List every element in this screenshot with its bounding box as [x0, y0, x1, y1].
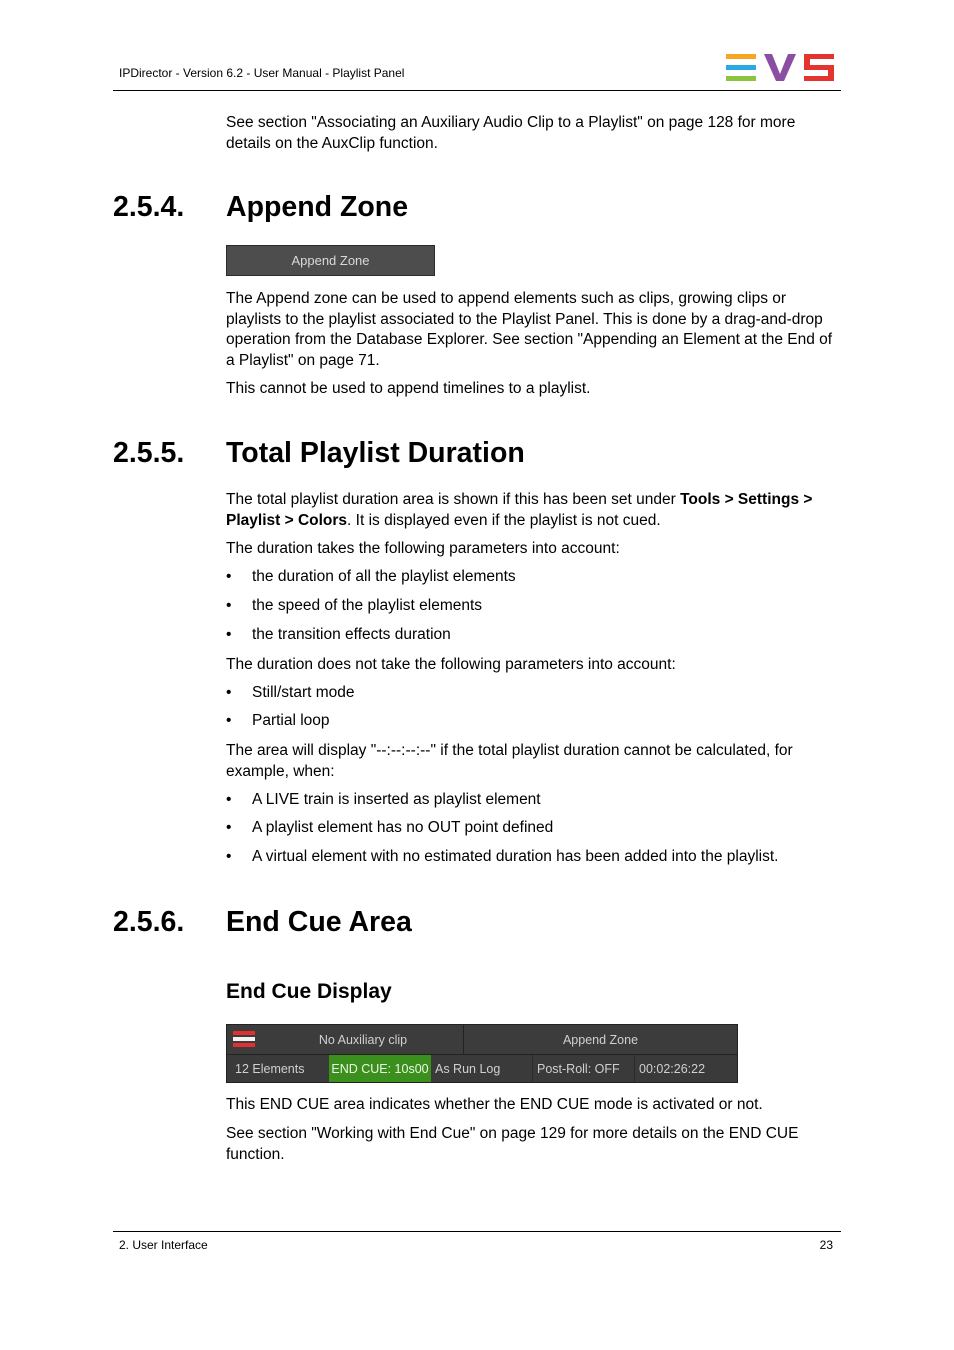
duration-paragraph-4: The area will display "--:--:--:--" if the total playlist duration cannot be calculated, for example, when:	[226, 742, 793, 780]
append-paragraph-2: This cannot be used to append timelines to a playlist.	[226, 380, 591, 397]
section-number: 2.5.5.	[113, 437, 185, 469]
list-item: A playlist element has no OUT point defined	[252, 819, 554, 836]
list-item: A virtual element with no estimated duration has been added into the playlist.	[252, 848, 779, 865]
section-title: End Cue Area	[226, 906, 412, 938]
document-header-title: IPDirector - Version 6.2 - User Manual - Playlist Panel	[119, 66, 405, 80]
duration-paragraph-3: The duration does not take the following parameters into account:	[226, 656, 676, 673]
footer-divider	[113, 1231, 841, 1232]
page-number: 23	[819, 1238, 833, 1252]
evs-logo	[726, 54, 834, 82]
section-title: Append Zone	[226, 191, 409, 223]
list-item: the duration of all the playlist elements	[252, 568, 516, 585]
header-divider	[113, 90, 841, 91]
endcue-paragraph-1: This END CUE area indicates whether the END CUE mode is activated or not.	[226, 1096, 763, 1113]
total-duration: 00:02:26:22	[639, 1061, 706, 1076]
list-item: Still/start mode	[252, 684, 355, 701]
end-cue-button[interactable]: END CUE: 10s00	[329, 1055, 431, 1082]
bullet: •	[226, 791, 232, 808]
list-item: A LIVE train is inserted as playlist element	[252, 791, 541, 808]
section-number: 2.5.4.	[113, 191, 185, 223]
bullet: •	[226, 626, 232, 643]
duration-paragraph-2: The duration takes the following parameters into account:	[226, 540, 620, 557]
intro-paragraph: See section "Associating an Auxiliary Audio Clip to a Playlist" on page 128 for more details on the AuxClip function.	[226, 114, 796, 152]
as-run-log-button[interactable]: As Run Log	[433, 1055, 533, 1082]
panel-top-row	[227, 1025, 737, 1055]
append-paragraph-1: The Append zone can be used to append elements such as clips, growing clips or playlists to the playlist associated to the Playlist Panel. This is done by a drag-and-drop operation from the Database Explorer. See section "Appending an Element at the End of a Playlist" on page 71.	[226, 290, 833, 369]
list-item: the speed of the playlist elements	[252, 597, 483, 614]
post-roll-status[interactable]: Post-Roll: OFF	[533, 1055, 635, 1082]
list-item: Partial loop	[252, 712, 330, 729]
footer-chapter: 2. User Interface	[119, 1238, 208, 1252]
endcue-paragraph-2: See section "Working with End Cue" on page 129 for more details on the END CUE function.	[226, 1125, 799, 1163]
bullet: •	[226, 597, 232, 614]
end-cue-panel	[226, 1024, 738, 1083]
bullet: •	[226, 819, 232, 836]
section-title: Total Playlist Duration	[226, 437, 525, 469]
aux-clip-zone[interactable]: No Auxiliary clip	[318, 1032, 408, 1047]
menu-icon[interactable]	[233, 1031, 255, 1048]
bullet: •	[226, 568, 232, 585]
bullet: •	[226, 712, 232, 729]
duration-paragraph-1: The total playlist duration area is shown if this has been set under Tools > Settings > Playlist > Colors. It is displayed even if the playlist is not cued.	[226, 491, 813, 529]
subsection-title: End Cue Display	[226, 980, 392, 1003]
bullet: •	[226, 848, 232, 865]
append-zone-button[interactable]: Append Zone	[226, 245, 435, 276]
bullet: •	[226, 684, 232, 701]
section-number: 2.5.6.	[113, 906, 185, 938]
append-zone[interactable]: Append Zone	[562, 1032, 639, 1047]
elements-count: 12 Elements	[235, 1061, 305, 1076]
list-item: the transition effects duration	[252, 626, 451, 643]
